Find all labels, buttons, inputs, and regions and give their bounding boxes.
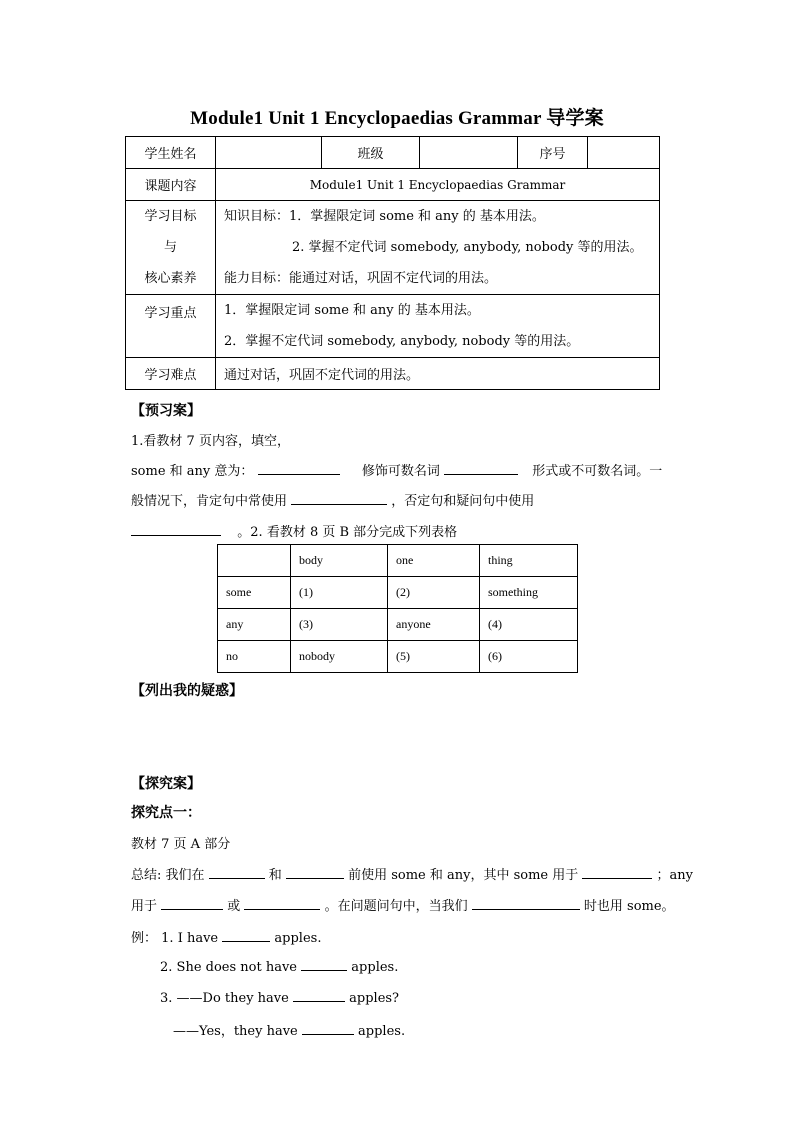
text-segment: 2. She does not have [160,960,298,975]
word-table-cell[interactable]: (5) [388,641,480,673]
word-table-header: body [291,545,388,577]
text-segment: 或 [227,899,241,914]
goals-label [126,201,216,295]
explore-heading: 【探究案】 [131,776,201,792]
goal-line: 知识目标：1．掌握限定词 some 和 any 的 基本用法。 [224,209,545,224]
textbook-ref: 教材 7 页 A 部分 [131,837,231,852]
word-table-cell[interactable]: (3) [291,609,388,641]
blank-field[interactable] [209,866,265,879]
text-segment: 般情况下，肯定句中常使用 [131,494,288,509]
text-segment: apples? [349,991,400,1006]
word-table-cell[interactable]: (6) [480,641,578,673]
seat-label: 序号 [518,137,588,169]
goals-content [216,201,660,295]
blank-field[interactable] [291,492,387,505]
word-table-cell[interactable]: (1) [291,577,388,609]
example-label: 例： [131,931,158,946]
blank-field[interactable] [444,462,518,475]
word-table-cell: any [218,609,291,641]
text-segment: apples. [358,1024,406,1039]
text-segment: ——Yes，they have [173,1024,298,1039]
seat-field[interactable] [588,137,660,169]
blank-field[interactable] [293,989,345,1002]
text-segment: 形式或不可数名词。一 [532,464,663,479]
topic-label: 课题内容 [126,169,216,201]
key-point-line: 2．掌握不定代词 somebody, anybody, nobody 等的用法。 [224,334,580,349]
blank-field[interactable] [222,929,270,942]
text-segment: 。2. 看教材 8 页 B 部分完成下列表格 [237,525,458,540]
doubts-heading: 【列出我的疑惑】 [131,683,243,699]
text-segment: 和 [268,868,282,883]
blank-field[interactable] [244,897,320,910]
text-segment: 3. ——Do they have [160,991,289,1006]
preview-line [131,460,662,479]
table-row [218,609,578,641]
blank-field[interactable] [301,958,347,971]
text-segment: 前使用 some 和 any，其中 some 用于 [348,868,579,883]
key-point-line: 1．掌握限定词 some 和 any 的 基本用法。 [224,303,480,318]
word-table-cell: no [218,641,291,673]
example-line [131,927,321,946]
topic-value: Module1 Unit 1 Encyclopaedias Grammar [216,169,660,201]
text-segment: 1. I have [161,931,219,946]
goals-label-line: 学习目标 [144,209,197,224]
table-row [218,577,578,609]
example-line [173,1020,405,1039]
blank-field[interactable] [161,897,223,910]
text-segment: 修饰可数名词 [361,464,440,479]
word-table-cell[interactable]: (4) [480,609,578,641]
difficulty-label: 学习难点 [126,358,216,390]
page-title: Module1 Unit 1 Encyclopaedias Grammar 导学案 [190,108,604,129]
blank-field[interactable] [582,866,652,879]
preview-heading: 【预习案】 [131,403,201,419]
difficulty-value: 通过对话，巩固不定代词的用法。 [216,358,660,390]
blank-field[interactable] [472,897,580,910]
goal-line: 2. 掌握不定代词 somebody, anybody, nobody 等的用法。 [292,240,643,255]
blank-field[interactable] [258,462,340,475]
info-table [125,136,660,390]
preview-line: 1.看教材 7 页内容，填空， [131,434,290,449]
example-line [160,958,398,975]
blank-field[interactable] [286,866,344,879]
summary-line [131,864,693,883]
text-segment: some 和 any 意为： [131,464,254,479]
example-line [160,989,399,1006]
word-table-cell: anyone [388,609,480,641]
goal-line: 能力目标：能通过对话，巩固不定代词的用法。 [224,271,498,286]
text-segment: apples. [351,960,399,975]
goals-label-line: 核心素养 [144,271,197,286]
preview-line [131,490,534,509]
text-segment: 。在问题问句中，当我们 [324,899,468,914]
goals-label-line: 与 [163,240,177,255]
key-points-content [216,295,660,358]
text-segment: 用于 [131,899,158,914]
word-table-cell[interactable]: (2) [388,577,480,609]
blank-field[interactable] [302,1022,354,1035]
word-table-header: one [388,545,480,577]
text-segment: 总结: 我们在 [131,868,205,883]
class-label: 班级 [322,137,420,169]
word-table [217,544,578,673]
text-segment: ；any [656,868,694,883]
table-row [218,641,578,673]
word-table-cell: something [480,577,578,609]
key-points-label: 学习重点 [126,295,216,358]
student-name-field[interactable] [216,137,322,169]
word-table-cell: some [218,577,291,609]
text-segment: ，否定句和疑问句中使用 [391,494,535,509]
word-table-cell: nobody [291,641,388,673]
text-segment: 时也用 some。 [583,899,675,914]
word-table-header: thing [480,545,578,577]
summary-line [131,895,675,914]
text-segment: apples. [274,931,322,946]
explore-point-heading: 探究点一： [131,805,201,821]
blank-field[interactable] [131,523,221,536]
class-field[interactable] [420,137,518,169]
preview-line [131,521,457,540]
student-name-label: 学生姓名 [126,137,216,169]
word-table-header [218,545,291,577]
